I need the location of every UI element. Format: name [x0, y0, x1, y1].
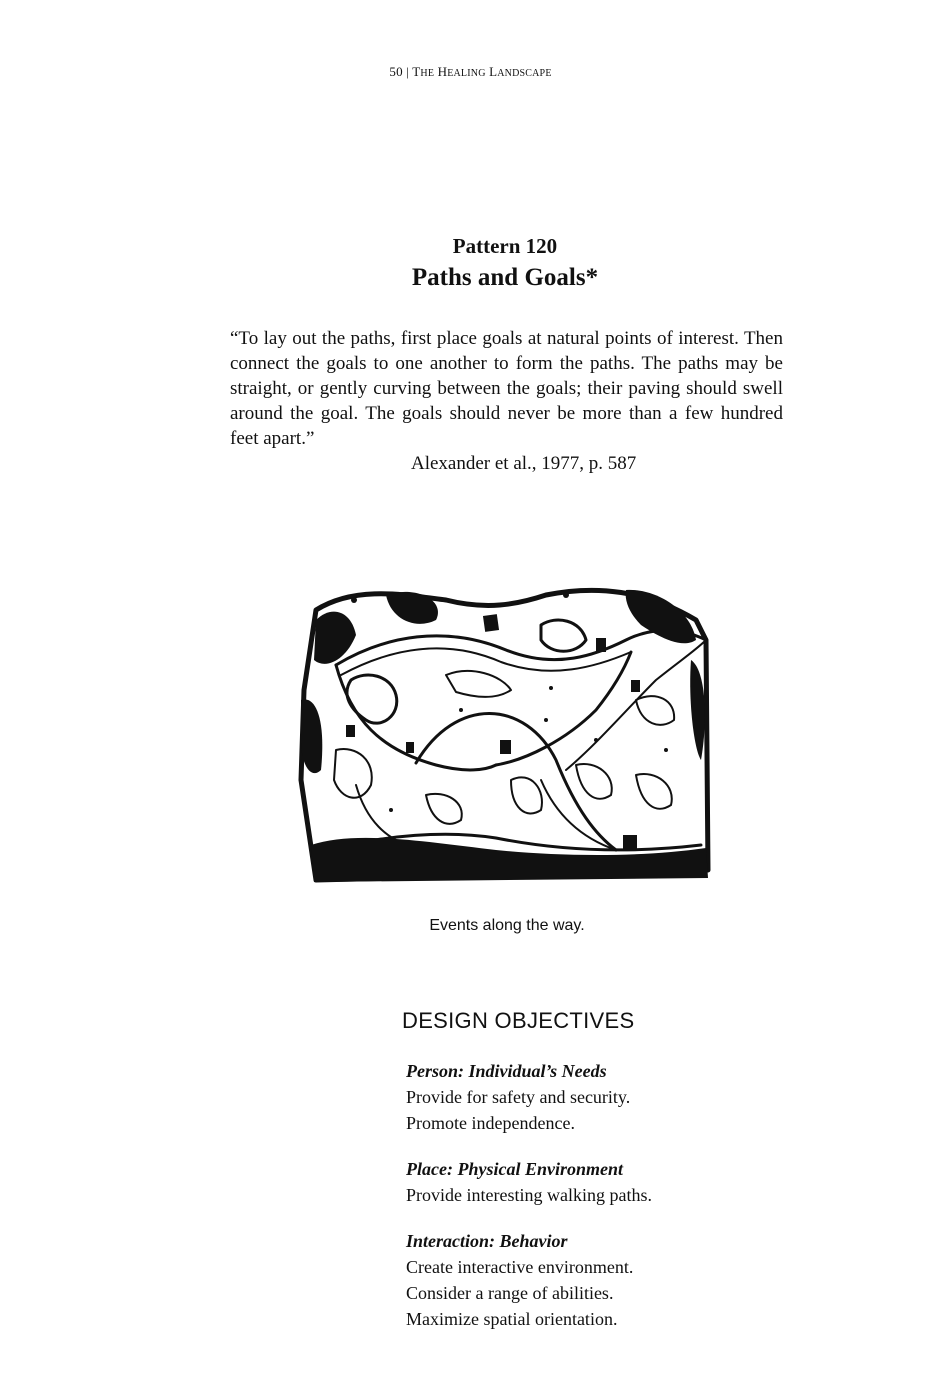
- garden-paths-illustration: [296, 580, 716, 895]
- pattern-number: Pattern 120: [452, 234, 558, 258]
- running-head-title: THE HEALING LANDSCAPE: [412, 64, 552, 79]
- objective-item: Provide interesting walking paths.: [406, 1185, 652, 1205]
- objective-item: Promote independence.: [406, 1113, 575, 1133]
- epigraph-quote: “To lay out the paths, first place goals at natural points of interest. Then connect the goals to one another to form the paths. The paths may be straight, or gently curving between the goals; their paving should swell around the goal. The goals should never be more than a few hundred feet apart.”: [230, 328, 783, 449]
- quote-citation: Alexander et al., 1977, p. 587: [411, 453, 637, 474]
- objective-group-title: Person: Individual’s Needs: [406, 1061, 607, 1081]
- pattern-title: Paths and Goals*: [411, 264, 599, 291]
- objective-item: Maximize spatial orientation.: [406, 1309, 618, 1329]
- objective-group-place: [406, 1156, 856, 1208]
- figure-caption: Events along the way.: [429, 917, 585, 934]
- objective-group-interaction: [406, 1228, 856, 1332]
- running-head-separator: |: [406, 64, 410, 79]
- design-objectives-heading: DESIGN OBJECTIVES: [402, 1008, 635, 1033]
- objective-group-title: Interaction: Behavior: [406, 1231, 568, 1251]
- design-objectives-list: [406, 1058, 856, 1352]
- running-head: [0, 64, 941, 80]
- objective-item: Create interactive environment.: [406, 1257, 634, 1277]
- page-number: 50: [389, 64, 403, 79]
- objective-group-person: [406, 1058, 856, 1136]
- objective-item: Provide for safety and security.: [406, 1087, 631, 1107]
- objective-group-title: Place: Physical Environment: [406, 1159, 623, 1179]
- objective-item: Consider a range of abilities.: [406, 1283, 614, 1303]
